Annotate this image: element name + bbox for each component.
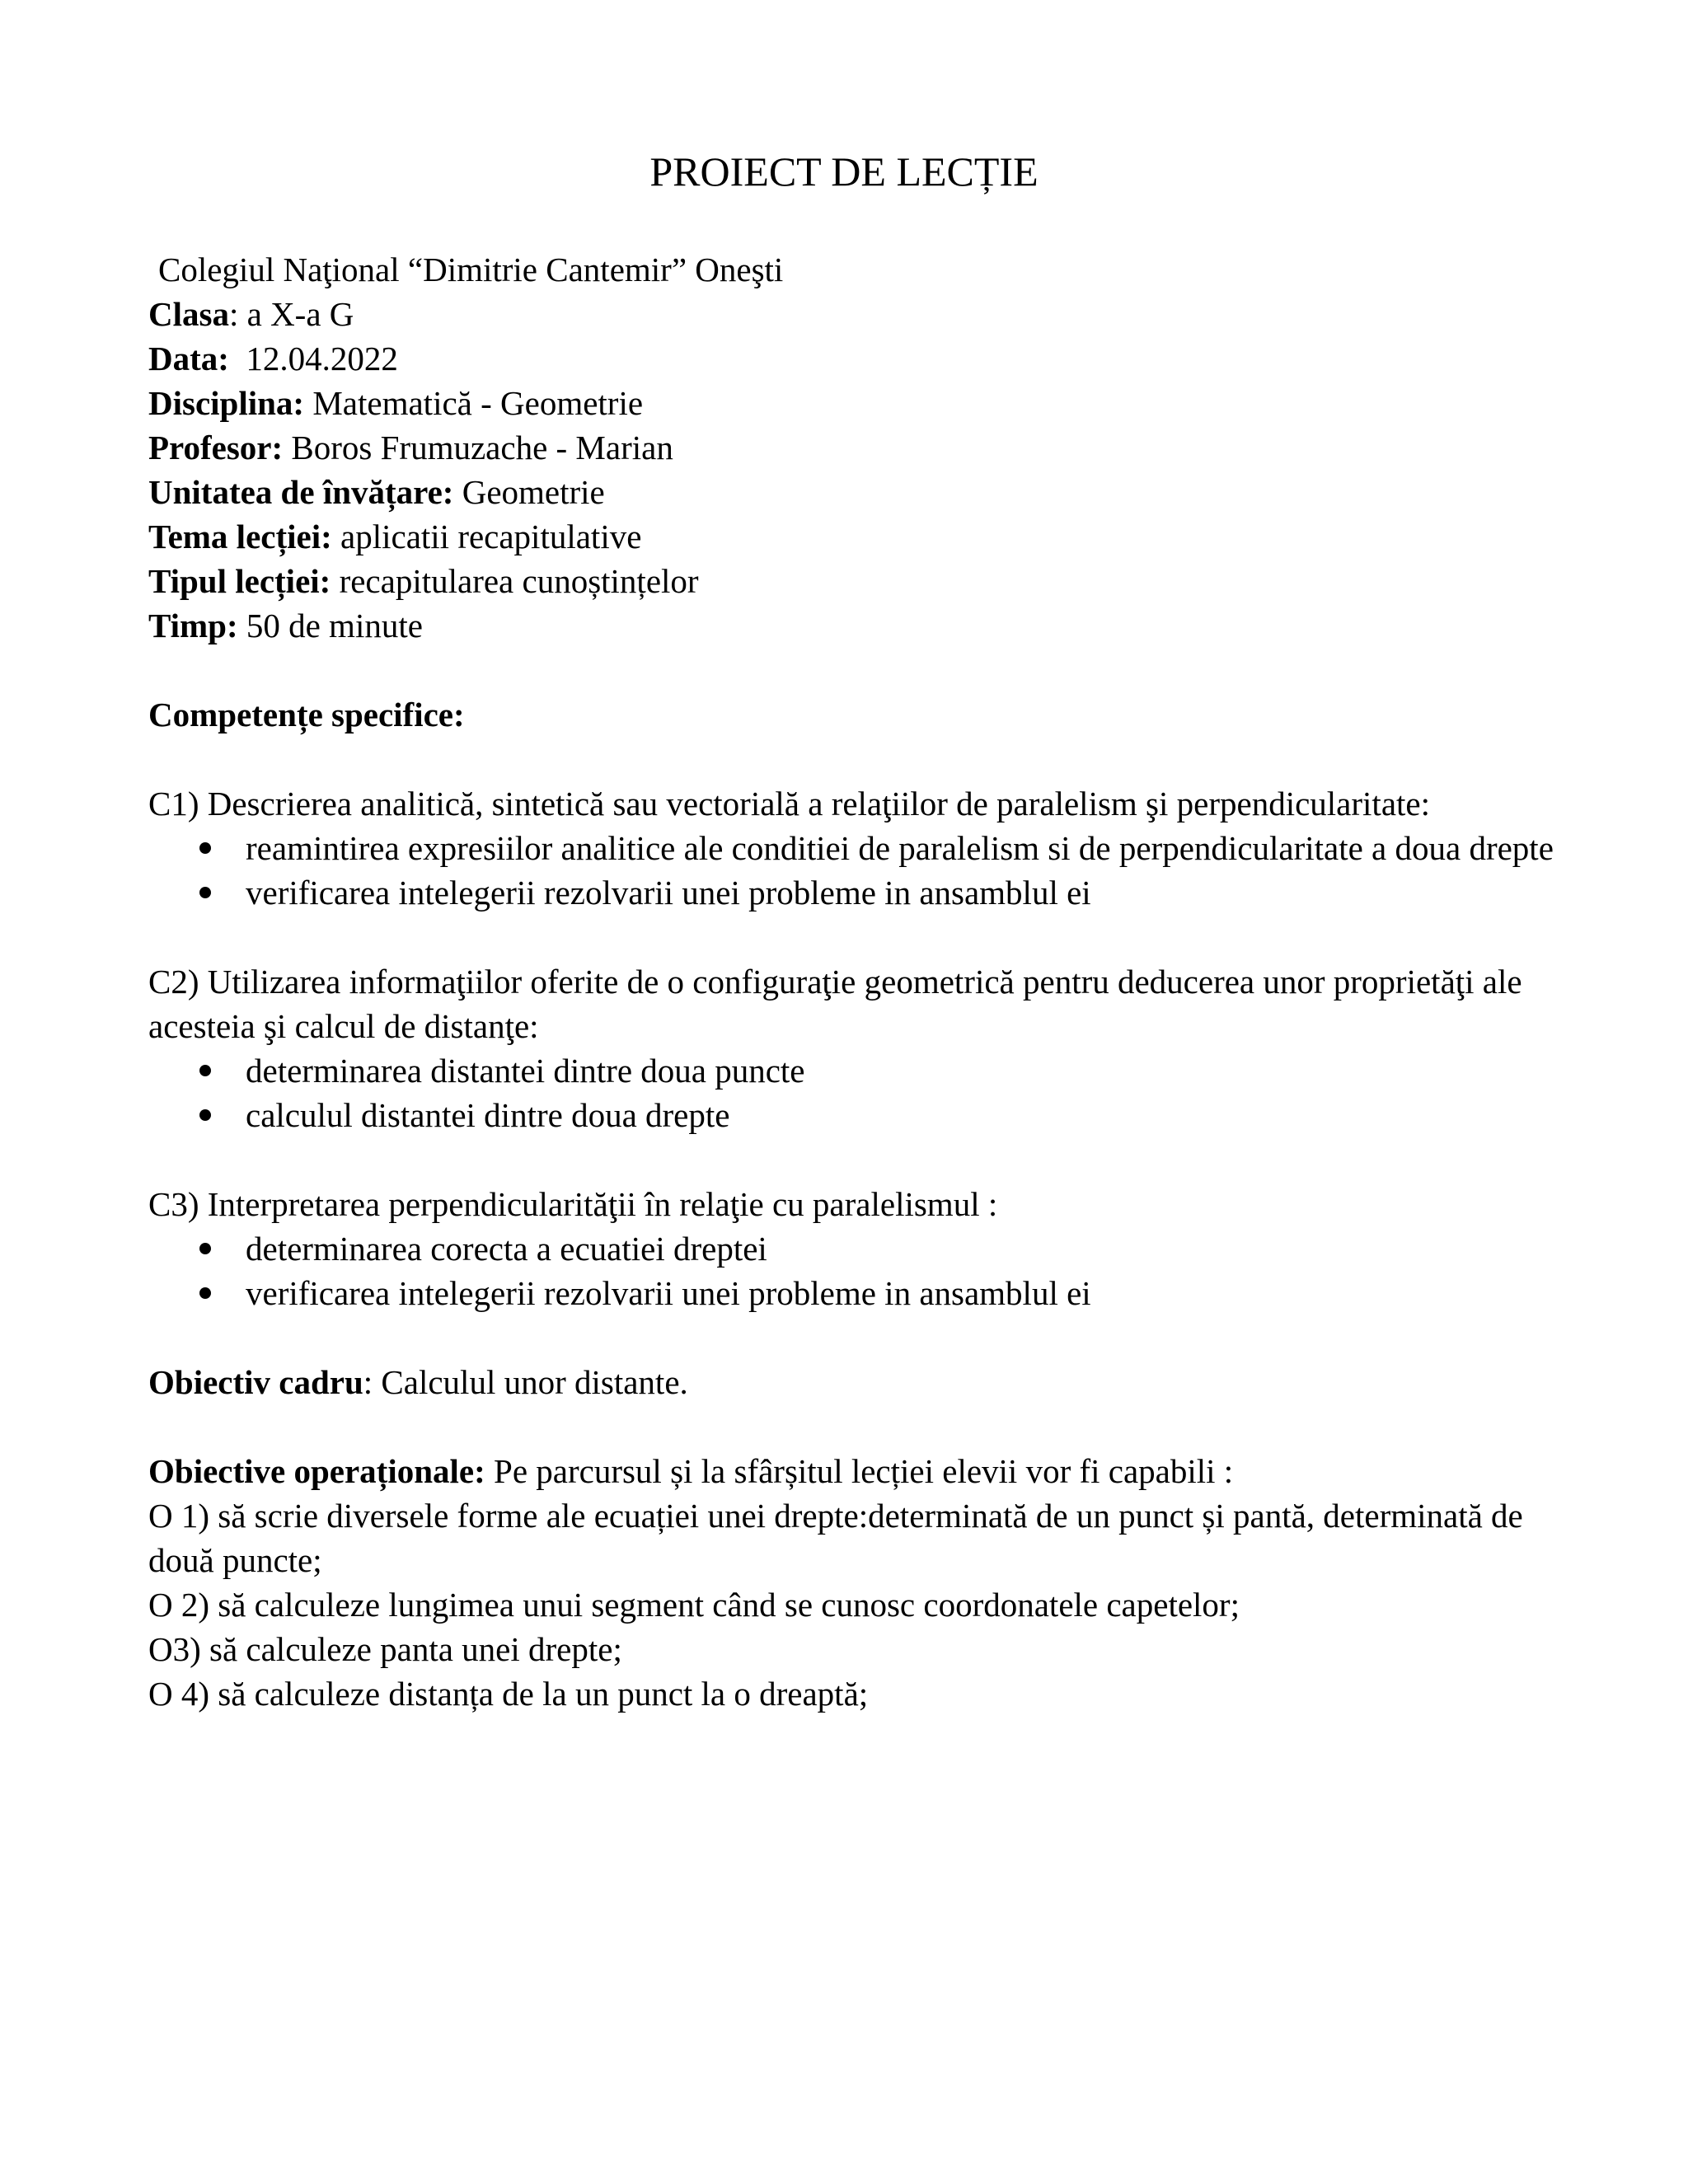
- competence-list: [148, 1048, 1566, 1137]
- list-item-text: verificarea intelegerii rezolvarii unei probleme in ansamblul ei: [246, 874, 1091, 912]
- list-item-text: calculul distantei dintre doua drepte: [246, 1096, 730, 1134]
- objective-o3: O3) să calculeze panta unei drepte;: [148, 1630, 622, 1668]
- meta-value: 12.04.2022: [246, 340, 398, 377]
- competence-text: C2) Utilizarea informaţiilor oferite de o configuraţie geometrică pentru deducerea unor proprietăţi ale acesteia şi calcul de distanţe:: [148, 963, 1522, 1045]
- competence-c1: [148, 781, 1566, 915]
- meta-value: Matematică - Geometrie: [312, 384, 644, 422]
- list-item: [148, 826, 1566, 870]
- list-item: [148, 1226, 1566, 1271]
- meta-separator: [283, 429, 291, 466]
- meta-value: recapitularea cunoștințelor: [339, 562, 699, 600]
- bullet-icon: [199, 887, 211, 898]
- meta-label: Data:: [148, 340, 229, 377]
- objective-o4: O 4) să calculeze distanța de la un punct la o dreaptă;: [148, 1675, 869, 1713]
- objective-frame-value: : Calculul unor distante.: [363, 1363, 688, 1401]
- meta-label: Clasa: [148, 295, 229, 333]
- bullet-icon: [199, 1109, 211, 1121]
- list-item: [148, 870, 1566, 915]
- meta-separator: [453, 473, 462, 511]
- bullet-icon: [199, 1065, 211, 1076]
- meta-label: Disciplina:: [148, 384, 305, 422]
- objective-frame: [148, 1360, 1566, 1404]
- document-title: PROIECT DE LECȚIE: [649, 148, 1039, 194]
- competence-c3: [148, 1182, 1566, 1315]
- list-item-text: determinarea corecta a ecuatiei dreptei: [246, 1230, 767, 1268]
- meta-separator: [331, 562, 339, 600]
- operational-label: Obiective operaționale:: [148, 1452, 485, 1490]
- meta-label: Timp:: [148, 607, 238, 644]
- meta-value: a X-a G: [246, 295, 354, 333]
- meta-value: Boros Frumuzache - Marian: [291, 429, 673, 466]
- meta-label: Tipul lecției:: [148, 562, 331, 600]
- meta-separator: [238, 607, 246, 644]
- objective-o2: O 2) să calculeze lungimea unui segment când se cunosc coordonatele capetelor;: [148, 1586, 1240, 1624]
- meta-unit: [148, 470, 1566, 514]
- lesson-meta: [148, 292, 1566, 648]
- objective-frame-label: Obiectiv cadru: [148, 1363, 363, 1401]
- meta-label: Profesor:: [148, 429, 284, 466]
- meta-class: [148, 292, 1566, 336]
- competence-list: [148, 826, 1566, 915]
- operational-value: Pe parcursul și la sfârșitul lecției elevii vor fi capabili :: [485, 1452, 1234, 1490]
- meta-separator: [229, 340, 246, 377]
- meta-teacher: [148, 425, 1566, 470]
- objective-o1: O 1) să scrie diversele forme ale ecuației unei drepte:determinată de un punct și pantă, determinată de două puncte;: [148, 1497, 1523, 1579]
- meta-value: Geometrie: [462, 473, 605, 511]
- meta-separator: :: [228, 295, 247, 333]
- bullet-icon: [199, 1243, 211, 1254]
- document-body: [148, 247, 1566, 1716]
- list-item: [148, 1271, 1566, 1315]
- meta-label: Unitatea de învățare:: [148, 473, 454, 511]
- meta-discipline: [148, 381, 1566, 425]
- operational-objectives: [148, 1449, 1566, 1493]
- list-item-text: verificarea intelegerii rezolvarii unei probleme in ansamblul ei: [246, 1274, 1091, 1312]
- meta-time: [148, 603, 1566, 648]
- competence-list: [148, 1226, 1566, 1315]
- competence-text: C1) Descrierea analitică, sintetică sau vectorială a relaţiilor de paralelism şi perpendicularitate:: [148, 785, 1430, 823]
- meta-separator: [332, 518, 340, 555]
- meta-separator: [304, 384, 312, 422]
- list-item: [148, 1048, 1566, 1093]
- meta-type: [148, 559, 1566, 603]
- meta-value: 50 de minute: [246, 607, 423, 644]
- competence-text: C3) Interpretarea perpendicularităţii în relaţie cu paralelismul :: [148, 1185, 998, 1223]
- school-name: Colegiul Naţional “Dimitrie Cantemir” Oneşti: [158, 251, 784, 288]
- competences-heading: Competențe specifice:: [148, 696, 465, 733]
- competence-c2: [148, 959, 1566, 1137]
- meta-date: [148, 336, 1566, 381]
- meta-value: aplicatii recapitulative: [340, 518, 642, 555]
- bullet-icon: [199, 842, 211, 854]
- bullet-icon: [199, 1287, 211, 1299]
- list-item-text: reamintirea expresiilor analitice ale conditiei de paralelism si de perpendicularitate a doua drepte: [246, 829, 1554, 867]
- list-item: [148, 1093, 1566, 1137]
- meta-topic: [148, 514, 1566, 559]
- meta-label: Tema lecției:: [148, 518, 332, 555]
- list-item-text: determinarea distantei dintre doua puncte: [246, 1052, 805, 1090]
